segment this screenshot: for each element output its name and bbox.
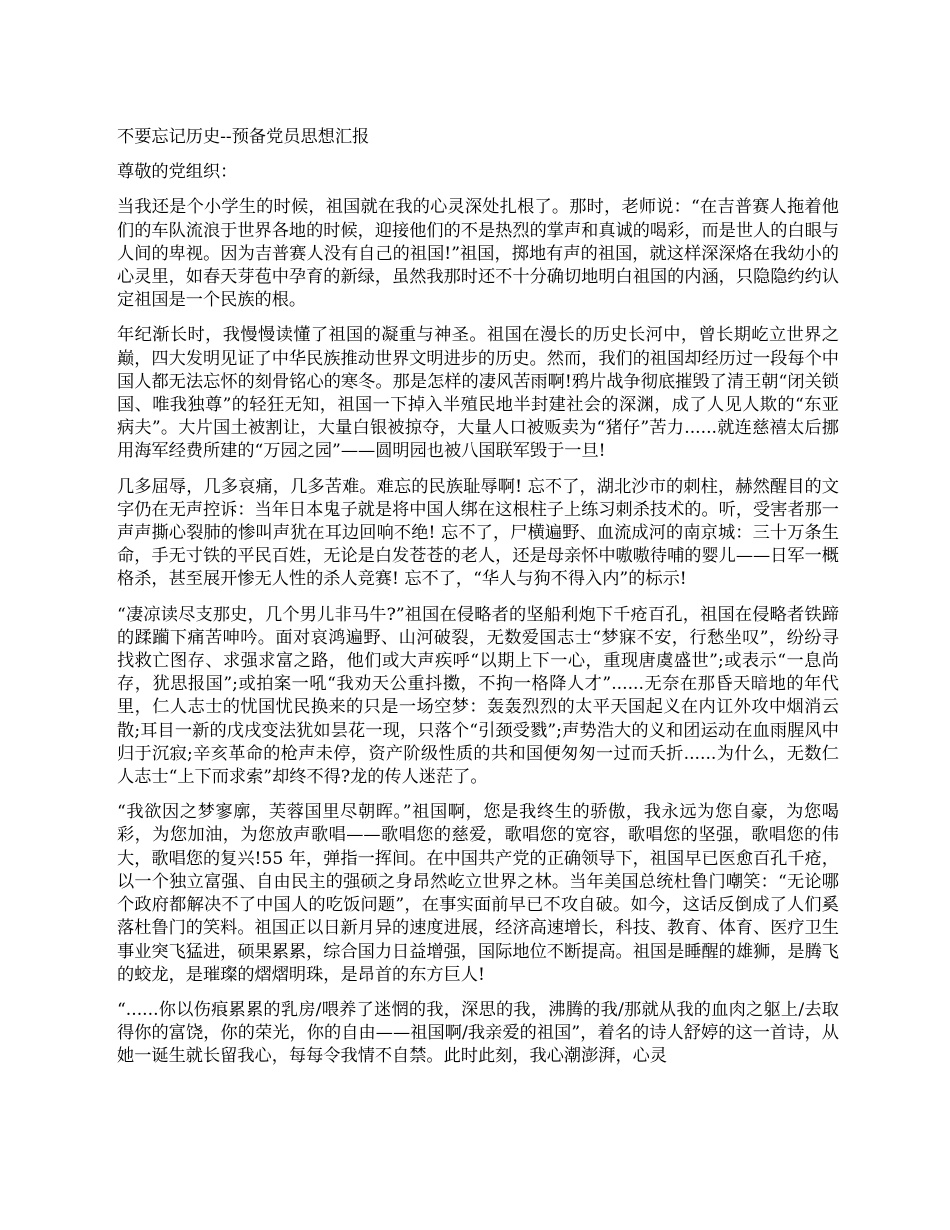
document-title: 不要忘记历史--预备党员思想汇报 [117,127,370,147]
paragraph-2: 年纪渐长时，我慢慢读懂了祖国的凝重与神圣。祖国在漫长的历史长河中，曾长期屹立世界之巅，四大发明见证了中华民族推动世界文明进步的历史。然而，我们的祖国却经历过一段每个中国人都无法忘怀的刻骨铭心的寒冬。那是怎样的凄风苦雨啊!鸦片战争彻底摧毁了清王朝“闭关锁国、唯我独尊”的轻狂无知，祖国一下掉入半殖民地半封建社会的深渊，成了人见人欺的“东亚病夫”。大片国土被割让，大量白银被掠夺，大量人口被贩卖为“猪仔”苦力......就连慈禧太后挪用海军经费所建的“万园之园”——圆明园也被八国联军毁于一旦! [117,325,839,462]
paragraph-5: “我欲因之梦寥廓，芙蓉国里尽朝晖。”祖国啊，您是我终生的骄傲，我永远为您自豪，为您喝彩，为您加油，为您放声歌唱——歌唱您的慈爱，歌唱您的宽容，歌唱您的坚强，歌唱您的伟大，歌唱您的复兴!55 年，弹指一挥间。在中国共产党的正确领导下，祖国早已医愈百孔千疮，以一个独立富强、自由民主的强硕之身昂然屹立世界之林。当年美国总统杜鲁门嘲笑：“无论哪个政府都解决不了中国人的吃饭问题”，在事实面前早已不攻自破。如今，这话反倒成了人们奚落杜鲁门的笑料。祖国正以日新月异的速度进展，经济高速增长，科技、教育、体育、医疗卫生事业突飞猛进，硕果累累，综合国力日益增强，国际地位不断提高。祖国是睡醒的雄狮，是腾飞的蛟龙，是璀璨的熠熠明珠，是昂首的东方巨人! [117,802,839,985]
document-page [117,126,839,1081]
paragraph-3: 几多屈辱，几多哀痛，几多苦难。难忘的民族耻辱啊! 忘不了，湖北沙市的刺柱，赫然醒目的文字仍在无声控诉：当年日本鬼子就是将中国人绑在这根柱子上练习刺杀技术的。听，受害者那一声声撕心裂肺的惨叫声犹在耳边回响不绝! 忘不了，尸横遍野、血流成河的南京城：三十万条生命，手无寸铁的平民百姓，无论是白发苍苍的老人，还是母亲怀中嗷嗷待哺的婴儿——日军一概格杀，甚至展开惨无人性的杀人竞赛! 忘不了，“华人与狗不得入内”的标示! [117,476,839,590]
paragraph-1: 当我还是个小学生的时候，祖国就在我的心灵深处扎根了。那时，老师说：“在吉普赛人拖着他们的车队流浪于世界各地的时候，迎接他们的不是热烈的掌声和真诚的喝彩，而是世人的白眼与人间的卑视。因为吉普赛人没有自己的祖国!”祖国，掷地有声的祖国，就这样深深烙在我幼小的心灵里，如春天芽苞中孕育的新绿，虽然我那时还不十分确切地明白祖国的内涵，只隐隐约约认定祖国是一个民族的根。 [117,197,839,311]
paragraph-4: “凄凉读尽支那史，几个男儿非马牛?”祖国在侵略者的坚船利炮下千疮百孔，祖国在侵略者铁蹄的蹂躏下痛苦呻吟。面对哀鸿遍野、山河破裂，无数爱国志士“梦寐不安，行愁坐叹”，纷纷寻找救亡图存、求强求富之路，他们或大声疾呼“以期上下一心，重现唐虞盛世”;或表示“一息尚存，犹思报国”;或拍案一吼“我劝天公重抖擞，不拘一格降人才”......无奈在那昏天暗地的年代里，仁人志士的忧国忧民换来的只是一场空梦：轰轰烈烈的太平天国起义在内讧外攻中烟消云散;耳目一新的戊戌变法犹如昙花一现，只落个“引颈受戮”;声势浩大的义和团运动在血雨腥风中归于沉寂;辛亥革命的枪声未停，资产阶级性质的共和国便匆匆一过而夭折......为什么，无数仁人志士“上下而求索”却终不得?龙的传人迷茫了。 [117,604,839,788]
paragraph-6: “......你以伤痕累累的乳房/喂养了迷惘的我，深思的我，沸腾的我/那就从我的血肉之躯上/去取得你的富饶，你的荣光，你的自由——祖国啊/我亲爱的祖国”，着名的诗人舒婷的这一首诗，从她一诞生就长留我心，每每令我情不自禁。此时此刻，我心潮澎湃，心灵 [117,999,839,1067]
salutation: 尊敬的党组织： [117,162,238,183]
